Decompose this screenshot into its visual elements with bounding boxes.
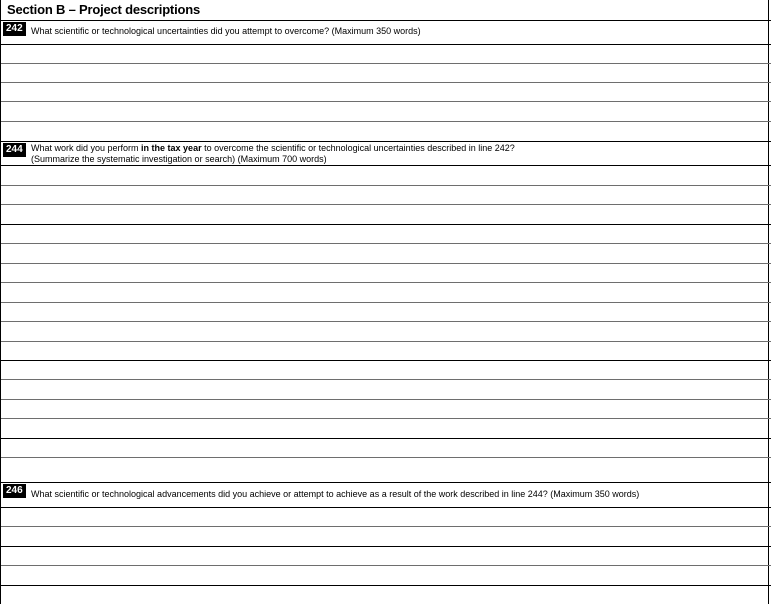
section-divider [1,20,771,21]
answer-line-244-13[interactable] [2,400,769,418]
answer-line-244-2[interactable] [2,186,769,204]
answer-line-244-7[interactable] [2,283,769,301]
answer-line-244-14[interactable] [2,419,769,437]
question-text-emphasis: in the tax year [141,143,202,153]
answer-line-244-9[interactable] [2,322,769,340]
line-number-badge: 242 [3,22,26,36]
question-text-line2: (Summarize the systematic investigation or search) (Maximum 700 words) [31,154,327,164]
question-text-part: What work did you perform [31,143,142,153]
answer-line-244-3[interactable] [2,205,769,223]
question-divider [1,141,771,142]
answer-line-244-4[interactable] [2,225,769,243]
question-divider [1,482,771,483]
answer-line-244-11[interactable] [2,361,769,379]
answer-line-244-8[interactable] [2,303,769,321]
answer-line-246-1[interactable] [2,508,769,526]
answer-line-242-2[interactable] [2,64,769,82]
question-text: What scientific or technological advancements did you achieve or attempt to achieve as a result of the work described in line 244? (Maximum 350 words) [31,489,640,499]
question-text: What scientific or technological uncertainties did you attempt to overcome? (Maximum 350 words) [31,26,421,36]
answer-line-244-5[interactable] [2,244,769,262]
line-number-badge: 246 [3,484,26,498]
answer-line-246-3[interactable] [2,547,769,565]
answer-line-242-3[interactable] [2,83,769,101]
answer-line-242-1[interactable] [2,45,769,63]
answer-line-244-12[interactable] [2,380,769,398]
answer-line-244-10[interactable] [2,342,769,360]
answer-line-244-16[interactable] [2,458,769,476]
answer-line-244-6[interactable] [2,264,769,282]
question-text-part: to overcome the scientific or technological uncertainties described in line 242? [201,143,515,153]
answer-line-244-15[interactable] [2,439,769,457]
answer-line-246-4[interactable] [2,566,769,584]
answer-line-242-5[interactable] [2,122,769,140]
answer-line-246-2[interactable] [2,527,769,545]
answer-line-246-5[interactable] [2,586,769,604]
answer-line-242-4[interactable] [2,102,769,120]
question-text [31,143,515,154]
answer-line-244-1[interactable] [2,166,769,184]
line-number-badge: 244 [3,143,26,157]
section-title: Section B – Project descriptions [7,2,200,17]
